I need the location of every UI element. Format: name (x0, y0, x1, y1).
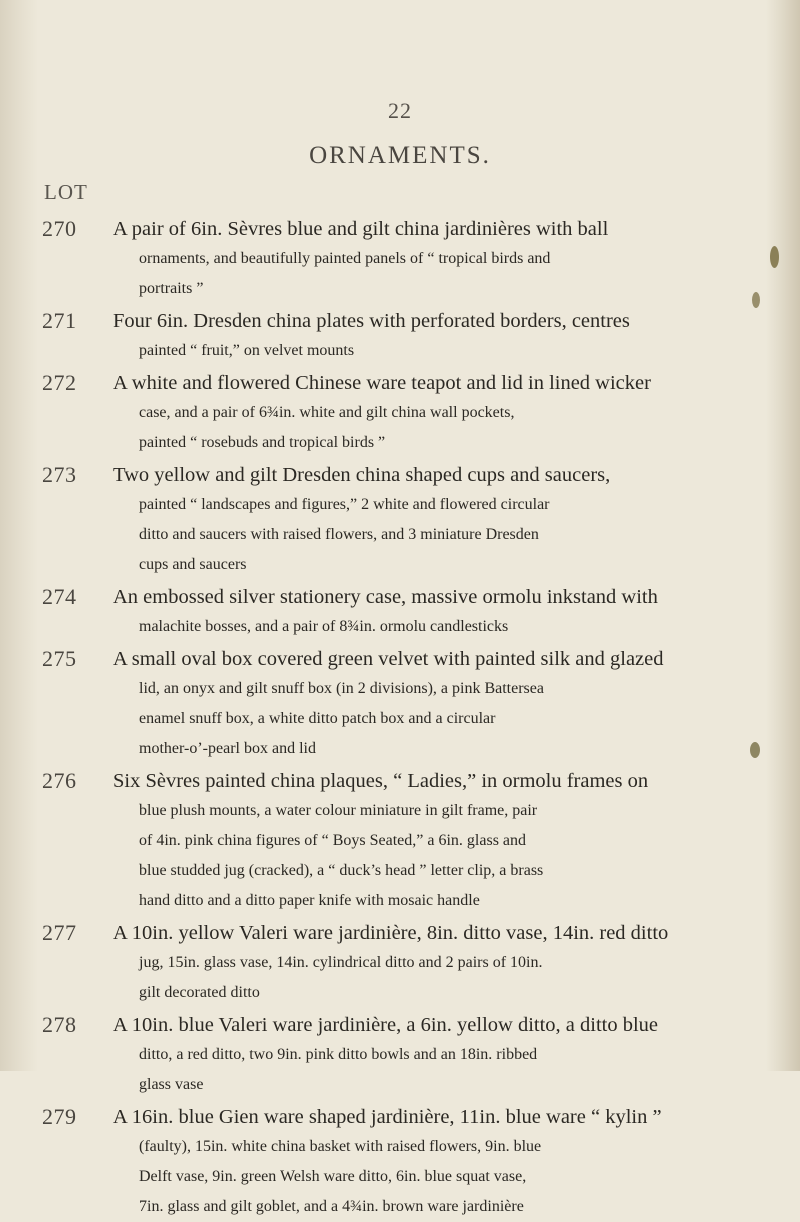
lot-description-line: painted “ fruit,” on velvet mounts (139, 342, 355, 359)
paper-speck (770, 246, 779, 268)
lot-description-line: painted “ rosebuds and tropical birds ” (139, 434, 386, 451)
lot-description (113, 582, 745, 642)
section-heading: ORNAMENTS. (309, 142, 491, 169)
lot-description-line: hand ditto and a ditto paper knife with mosaic handle (139, 892, 480, 909)
lot-description-line: gilt decorated ditto (139, 984, 260, 1001)
paper-speck (750, 742, 760, 758)
lot-description (113, 214, 745, 304)
lot-description-line: Six Sèvres painted china plaques, “ Ladies,” in ormolu frames on (113, 770, 649, 792)
lot-description-line: glass vase (139, 1076, 204, 1093)
lot-number: 273 (42, 462, 77, 487)
lot-number: 271 (42, 308, 77, 333)
lot-number: 277 (42, 920, 77, 945)
lot-column-label: LOT (44, 180, 88, 204)
lot-description (113, 918, 745, 1008)
lot-description (113, 1010, 745, 1100)
lot-description-line: 7in. glass and gilt goblet, and a 4¾in. brown ware jardinière (139, 1198, 524, 1215)
lot-description-line: Four 6in. Dresden china plates with perforated borders, centres (113, 310, 630, 332)
lot-description-line: ditto and saucers with raised flowers, and 3 miniature Dresden (139, 526, 539, 543)
lot-description-line: blue studded jug (cracked), a “ duck’s head ” letter clip, a brass (139, 862, 544, 879)
lot-description (113, 644, 745, 764)
lot-description-line: mother-o’-pearl box and lid (139, 740, 316, 757)
lot-description-line: (faulty), 15in. white china basket with raised flowers, 9in. blue (139, 1138, 542, 1155)
lot-number: 279 (42, 1104, 77, 1129)
lot-description-line: of 4in. pink china figures of “ Boys Seated,” a 6in. glass and (139, 832, 527, 849)
lot-description-line: malachite bosses, and a pair of 8¾in. ormolu candlesticks (139, 618, 509, 635)
lot-number: 276 (42, 768, 77, 793)
lot-description-line: An embossed silver stationery case, massive ormolu inkstand with (113, 586, 658, 608)
lot-description-line: enamel snuff box, a white ditto patch box and a circular (139, 710, 496, 727)
lot-description-line: A 10in. yellow Valeri ware jardinière, 8in. ditto vase, 14in. red ditto (113, 922, 669, 944)
lot-description-line: A 10in. blue Valeri ware jardinière, a 6in. yellow ditto, a ditto blue (113, 1014, 659, 1036)
lot-description-line: blue plush mounts, a water colour miniature in gilt frame, pair (139, 802, 538, 819)
lot-description-line: A 16in. blue Gien ware shaped jardinière, 11in. blue ware “ kylin ” (113, 1106, 662, 1128)
lot-description (113, 766, 745, 916)
lot-description (113, 460, 745, 580)
lot-description-line: portraits ” (139, 280, 204, 297)
lot-description (113, 306, 745, 366)
lot-description-line: A white and flowered Chinese ware teapot and lid in lined wicker (113, 372, 651, 394)
lot-description-line: ornaments, and beautifully painted panels of “ tropical birds and (139, 250, 551, 267)
lot-description-line: A pair of 6in. Sèvres blue and gilt china jardinières with ball (113, 218, 609, 240)
lot-number: 270 (42, 216, 77, 241)
page-number: 22 (388, 98, 412, 123)
lot-number: 278 (42, 1012, 77, 1037)
lot-description-line: Two yellow and gilt Dresden china shaped cups and saucers, (113, 464, 611, 486)
lot-description-line: case, and a pair of 6¾in. white and gilt china wall pockets, (139, 404, 515, 421)
lot-description-line: Delft vase, 9in. green Welsh ware ditto, 6in. blue squat vase, (139, 1168, 527, 1185)
lot-description (113, 1102, 745, 1222)
lot-description-line: lid, an onyx and gilt snuff box (in 2 divisions), a pink Battersea (139, 680, 544, 697)
lot-number: 275 (42, 646, 77, 671)
lot-description-line: painted “ landscapes and figures,” 2 white and flowered circular (139, 496, 550, 513)
lot-description-line: A small oval box covered green velvet with painted silk and glazed (113, 648, 664, 670)
lot-description-line: jug, 15in. glass vase, 14in. cylindrical ditto and 2 pairs of 10in. (139, 954, 543, 971)
lot-description (113, 368, 745, 458)
lot-description-line: ditto, a red ditto, two 9in. pink ditto bowls and an 18in. ribbed (139, 1046, 538, 1063)
lot-number: 274 (42, 584, 77, 609)
lot-description-line: cups and saucers (139, 556, 247, 573)
paper-speck (752, 292, 760, 308)
lot-number: 272 (42, 370, 77, 395)
